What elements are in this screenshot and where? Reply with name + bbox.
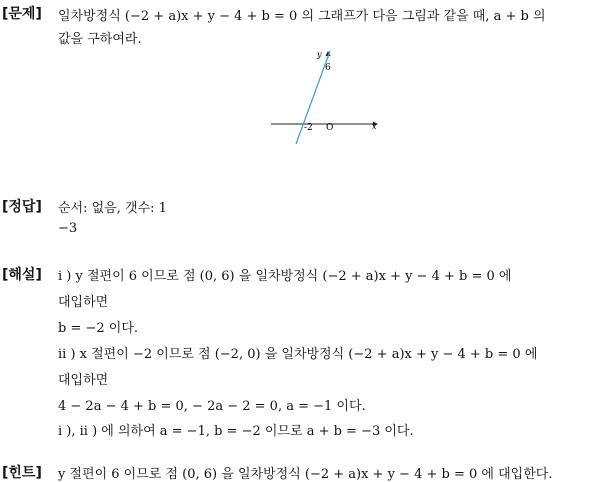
y-intercept-label: 6	[325, 63, 331, 73]
answer-text-line1: 순서: 없음, 갯수: 1	[58, 201, 167, 216]
solution-line-7: i ), ii ) 에 의하여 a = −1, b = −2 이므로 a + b = −3 이다.	[58, 424, 414, 439]
solution-line-1: i ) y 절편이 6 이므로 점 (0, 6) 을 일차방정식 (−2 + a)x + y − 4 + b = 0 에	[58, 269, 512, 284]
x-intercept-label: -2	[304, 123, 313, 133]
answer-text-line2: −3	[58, 221, 78, 236]
solution-line-2: 대입하면	[58, 295, 109, 310]
problem-label: [문제]	[2, 6, 42, 22]
answer-label: [정답]	[2, 199, 42, 215]
hint-label: [힌트]	[2, 465, 42, 481]
x-axis-label: x	[372, 122, 377, 131]
origin-label: O	[326, 123, 334, 133]
hint-text: y 절편이 6 이므로 점 (0, 6) 을 일차방정식 (−2 + a)x + y − 4 + b = 0 에 대입한다.	[58, 467, 553, 482]
y-axis-label: y	[317, 50, 322, 59]
solution-line-5: 대입하면	[58, 373, 109, 388]
problem-text-line1: 일차방정식 (−2 + a)x + y − 4 + b = 0 의 그래프가 다음 그림과 같을 때, a + b 의	[58, 9, 546, 24]
line-graph	[268, 46, 384, 148]
solution-line-3: b = −2 이다.	[58, 321, 139, 336]
problem-text-line2: 값을 구하여라.	[58, 32, 142, 47]
solution-line-6: 4 − 2a − 4 + b = 0, − 2a − 2 = 0, a = −1 이다.	[58, 399, 366, 414]
solution-label: [해설]	[2, 267, 42, 283]
solution-line-4: ii ) x 절편이 −2 이므로 점 (−2, 0) 을 일차방정식 (−2 + a)x + y − 4 + b = 0 에	[58, 347, 538, 362]
